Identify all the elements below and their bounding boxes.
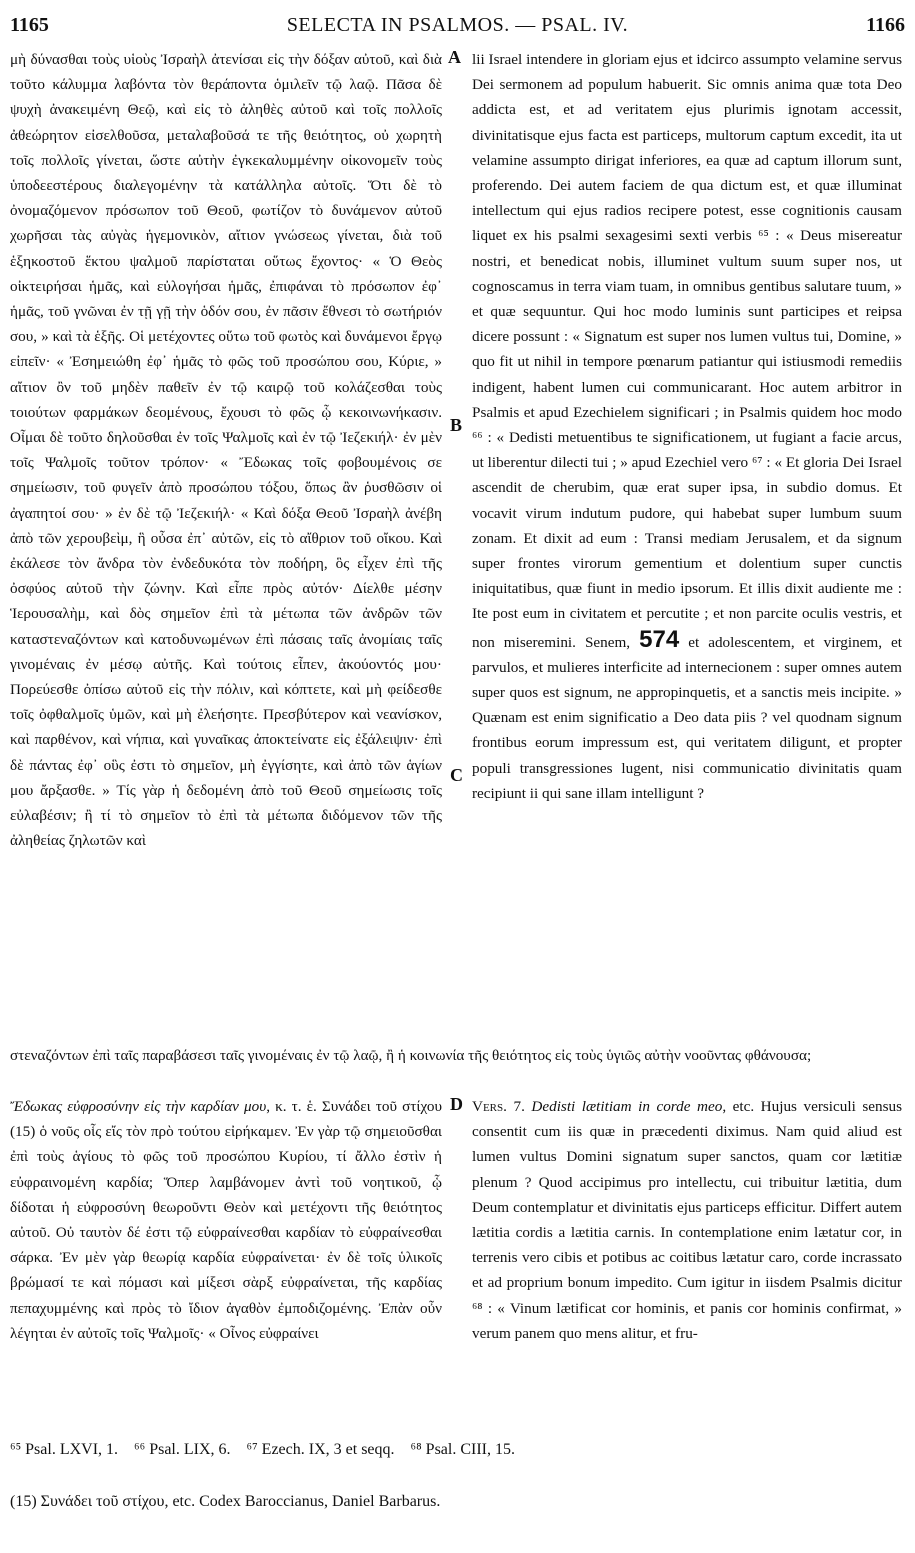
- page-header: [10, 14, 905, 44]
- latin-text-top-b: et adolescentem, et virginem, et parvulos, et mulieres interficite ad internecionem : super omnes autem super quos est signum, ne appropinquetis, et a sanctis meis incipite. » Quænam est enim significatio a Deo data piis ? vel quodnam signum frontibus eorum impressum est, qui veritatem diligunt, et propter populi transgressiones lugent, nisi communicatio divinitatis quam recipiunt ii qui sane illam intelligunt ?: [472, 633, 902, 802]
- greek-text-bottom: [10, 1094, 442, 1346]
- greek-lemma: Ἔδωκας εὐφροσύνην εἰς τὴν καρδίαν μου: [10, 1098, 267, 1115]
- footnotes-references: ⁶⁵ Psal. LXVI, 1. ⁶⁶ Psal. LIX, 6. ⁶⁷ Ezech. IX, 3 et seqq. ⁶⁸ Psal. CIII, 15.: [10, 1441, 515, 1458]
- column-number: 574: [639, 625, 680, 653]
- margin-marker-d: D: [450, 1094, 463, 1114]
- page-number-right: 1166: [866, 14, 905, 36]
- latin-text-top: [472, 47, 902, 806]
- greek-column-top: [10, 47, 442, 1007]
- footnote-15: (15) Συνάδει τοῦ στίχου, etc. Codex Baroccianus, Daniel Barbarus.: [10, 1493, 441, 1510]
- margin-marker-c: C: [450, 765, 463, 785]
- verse-label: Vers. 7.: [472, 1098, 525, 1115]
- latin-column-top: [472, 47, 902, 1037]
- margin-marker-a: A: [448, 47, 461, 67]
- greek-text-top: μὴ δύνασθαι τοὺς υἱοὺς Ἰσραὴλ ἀτενίσαι εἰς τὴν δόξαν αὐτοῦ, καὶ διὰ τοῦτο κάλυμμα λαβόντα τὸν θεράποντα ὁμιλεῖν τῷ λαῷ. Πᾶσα δὲ ψυχὴ ἀνακειμένη Θεῷ, καὶ εἰς τὸ ἀληθὲς αὐτοῦ καὶ τοῖς πολλοῖς ἀθεώρητον εἰσελθοῦσα, μεταλαβοῦσά τε τῆς θειότητος, οὐ χωρητὴ τοῖς πολλοῖς γίνεται, ὥστε αὐτὴν ἐγκεκαλυμμένην οἰκονομεῖν τοὺς ὑποδεεστέρους διαλεγομένην τὰ κατάλληλα αὐτοῖς. Ὅτι δὲ τὸ ὀνομαζόμενον πρόσωπον τοῦ Θεοῦ, φωτίζον τὸ δυνάμενον αὐτοῦ χωρῆσαι τὰς αὐγὰς ἡγεμονικὸν, αἴτιον γνώσεως γίνεται, διὰ τοῦ ἑξηκοστοῦ ἕκτου ψαλμοῦ παρίσταται οὕτως ἔχοντος· « Ὁ Θεὸς οἰκτειρήσαι ἡμᾶς, καὶ εὐλογήσαι ἡμᾶς, ἐπιφάναι τὸ πρόσωπον ἐφ᾽ ἡμᾶς, τοῦ γνῶναι ἐν τῇ γῇ τὴν ὁδόν σου, ἐν πᾶσιν ἔθνεσι τὸ σωτήριόν σου, » καὶ τὰ ἑξῆς. Οἱ μετέχοντες οὕτω τοῦ φωτὸς καὶ δυνάμενοι ἔργῳ εἰπεῖν· « Ἐσημειώθη ἐφ᾽ ἡμᾶς τὸ φῶς τοῦ προσώπου σου, Κύριε, » αἴτιον ὂν τοῦ μηδὲν παθεῖν ἐν τῷ καιρῷ τοῦ κολάζεσθαι τοὺς τοιούτων φαρμάκων δεομένους, ἔχουσι τὸ φῶς ᾧ κεκοινωνήκασιν. Οἶμαι δὲ τοῦτο δηλοῦσθαι ἐν τοῖς Ψαλμοῖς καὶ ἐν τῷ Ἰεζεκιήλ· ἐν μὲν τοῖς Ψαλμοῖς τοῦτον τρόπον· « Ἔδωκας τοῖς φοβουμένοις σε σημείωσιν, τοῦ φυγεῖν ἀπὸ προσώπου τόξου, ὅπως ἂν ῥυσθῶσιν οἱ ἀγαπητοί σου· » ἐν δὲ τῷ Ἰεζεκιήλ· « Καὶ δόξα Θεοῦ Ἰσραὴλ ἀνέβη ἀπὸ τῶν χερουβεὶμ, ἣ οὖσα ἐπ᾽ αὐτῶν, εἰς τὸ αἴθριον τοῦ οἴκου. Καὶ ἐκάλεσε τὸν ἄνδρα τὸν ἐνδεδυκότα τὸν ποδήρη, ὃς εἶχεν ἐπὶ τῆς ὀσφύος αὐτοῦ τὴν ζώνην. Καὶ εἶπε πρὸς αὐτόν· Δίελθε μέσην Ἱερουσαλὴμ, καὶ δὸς σημεῖον ἐπὶ τὰ μέτωπα τῶν ἀνδρῶν τῶν καταστεναζόντων καὶ κατοδυνωμένων ἐπὶ πάσαις ταῖς ἀνομίαις ταῖς γινομέναις ἐν μέσῳ αὐτῆς. Καὶ τούτοις εἶπεν, ἀκούοντός μου· Πορεύεσθε ὀπίσω αὐτοῦ εἰς τὴν πόλιν, καὶ κόπτετε, καὶ μὴ φείδεσθε τοῖς ὀφθαλμοῖς ὑμῶν, καὶ μὴ ἐλεήσητε. Πρεσβύτερον καὶ νεανίσκον, καὶ παρθένον, καὶ νήπια, καὶ γυναῖκας ἀποκτείνατε εἰς ἐξάλειψιν· ἐπὶ δὲ πάντας ἐφ᾽ οὓς ἐστι τὸ σημεῖον, μὴ ἐγγίσητε, καὶ ἀπὸ τῶν ἁγίων μου ἄρξασθε. » Τίς γὰρ ἡ δεδομένη ἀπὸ τοῦ Θεοῦ σημείωσις τοῖς εὐλαβέσιν; ἢ τί τὸ σημεῖον τὸ ἐπὶ τὰ μέτωπα διδόμενον τῶν τῆς ἀληθείας ζηλωτῶν καὶ: [10, 51, 442, 850]
- greek-column-bottom: [10, 1094, 442, 1424]
- margin-marker-b: B: [450, 415, 463, 435]
- latin-commentary: , etc. Hujus versiculi sensus consentit cum iis quæ in præcedenti diximus. Nam quid aliud est lumen vultus Domini signatum super sanctos, quam cor lætitiæ plenum ? Quod accipimus pro intellectu, cui tribuitur lætitia, dum Deum contemplatur et divinitatis ejus particeps efficitur. Differt autem lætitia cordis a lætitia carnis. In contemplatione enim lætatur cor, in terrenis vero cibis et potibus ac coitibus lætatur caro, corde incrassato et ad proprium bonum impedito. Cum igitur in iisdem Psalmis dicitur ⁶⁸ : « Vinum lætificat cor hominis, et panis cor hominis confirmat, » verum panem quo mens alitur, et fru-: [472, 1098, 902, 1342]
- running-title: SELECTA IN PSALMOS. — PSAL. IV.: [286, 14, 629, 36]
- page-number-left: 1165: [10, 14, 49, 36]
- spanning-greek-line: στεναζόντων ἐπὶ ταῖς παραβάσεσι ταῖς γινομέναις ἐν τῷ λαῷ, ἢ ἡ κοινωνία τῆς θειότητος εἰς τοὺς ὑγιῶς αὐτὴν νοοῦντας φθάνουσα;: [10, 1047, 812, 1064]
- latin-lemma: Dedisti lætitiam in corde meo: [531, 1098, 723, 1115]
- latin-text-top-a: lii Israel intendere in gloriam ejus et idcirco assumpto velamine servus Dei sermonem ad populum habuerit. Sic omnis anima quæ tota Deo addicta est, et ad veritatem ejus plurimis ignotam accessit, divinitatisque ejus facta est particeps, multorum captum excedit, ita ut velamine assumpto dirigat inferiores, ea quæ ad captum illorum sunt, proferendo. Dei autem faciem de qua dictum est, et quæ illuminat intellectum qui ejus radios recipere potest, esse cognitionis causam liquet ex his psalmi sexagesimi sexti verbis ⁶⁵ : « Deus misereatur nostri, et benedicat nobis, illuminet vultum suum super nos, ut cognoscamus in terra viam tuam, in omnibus gentibus salutare tuum, » et quæ sequuntur. Qui hoc modo luminis sunt participes et reipsa dicere possunt : « Signatum est super nos lumen vultus tui, Domine, » quo fit ut nihil in tempore pœnarum patiantur qui istiusmodi remediis indigent, habent lumen cui communicarant. Hoc autem arbitror in Psalmis et apud Ezechielem significari ; in Psalmis quidem hoc modo ⁶⁶ : « Dedisti metuentibus te significationem, ut fugiant a facie arcus, ut liberentur dilecti tui ; » apud Ezechiel vero ⁶⁷ : « Et gloria Dei Israel ascendit de cherubim, quæ erat super ipsa, in subdio domus. Et vocavit virum indutum pudore, qui habebat super lumbum suum zonam. Et dixit ad eum : Transi mediam Jerusalem, et da signum super frontes virorum gementium et dolentium super cunctis iniquitatibus, quæ fiunt in medio ipsorum. Et illis dixit audiente me : Ite post eum in civitatem et percutite ; et non parcite oculis vestris, et non miseremini. Senem,: [472, 51, 902, 651]
- latin-column-bottom: [472, 1094, 902, 1424]
- latin-text-bottom: [472, 1094, 902, 1346]
- greek-commentary: , κ. τ. ἑ. Συνάδει τοῦ στίχου (15) ὁ νοῦς οἷς εἴς τὸν πρὸ τούτου εἰρήκαμεν. Ἐν γὰρ τῷ σημειοῦσθαι ἐπὶ τοὺς ἁγίους τὸ φῶς τοῦ προσώπου Κυρίου, τί ἄλλο ἐστὶν ἡ εὐφραινομένη καρδία; Ὅπερ λαμβάνομεν ἀντὶ τοῦ νοητικοῦ, ᾧ δίδοται ἡ εὐφροσύνη θεωροῦντι Θεὸν καὶ μετέχοντι τῆς θειότητος αὐτοῦ. Οὐ ταυτὸν δέ ἐστι τῷ εὐφραίνεσθαι καρδίαν τὸ εὐφραίνεσθαι σάρκα. Ἐν μὲν γὰρ θεωρίᾳ καρδία εὐφραίνεται· ἐν δὲ τοῖς ὑλικοῖς βρώμασί τε καὶ πόμασι καὶ μίξεσι σὰρξ εὐφραίνεται, τῆς καρδίας πεπαχυμμένης καὶ πρὸς τὸ ἴδιον ἀγαθὸν ἐμποδιζομένης. Ἐπὰν οὖν λέγηται ἐν αὐτοῖς τοῖς Ψαλμοῖς· « Οἶνος εὐφραίνει: [10, 1098, 442, 1342]
